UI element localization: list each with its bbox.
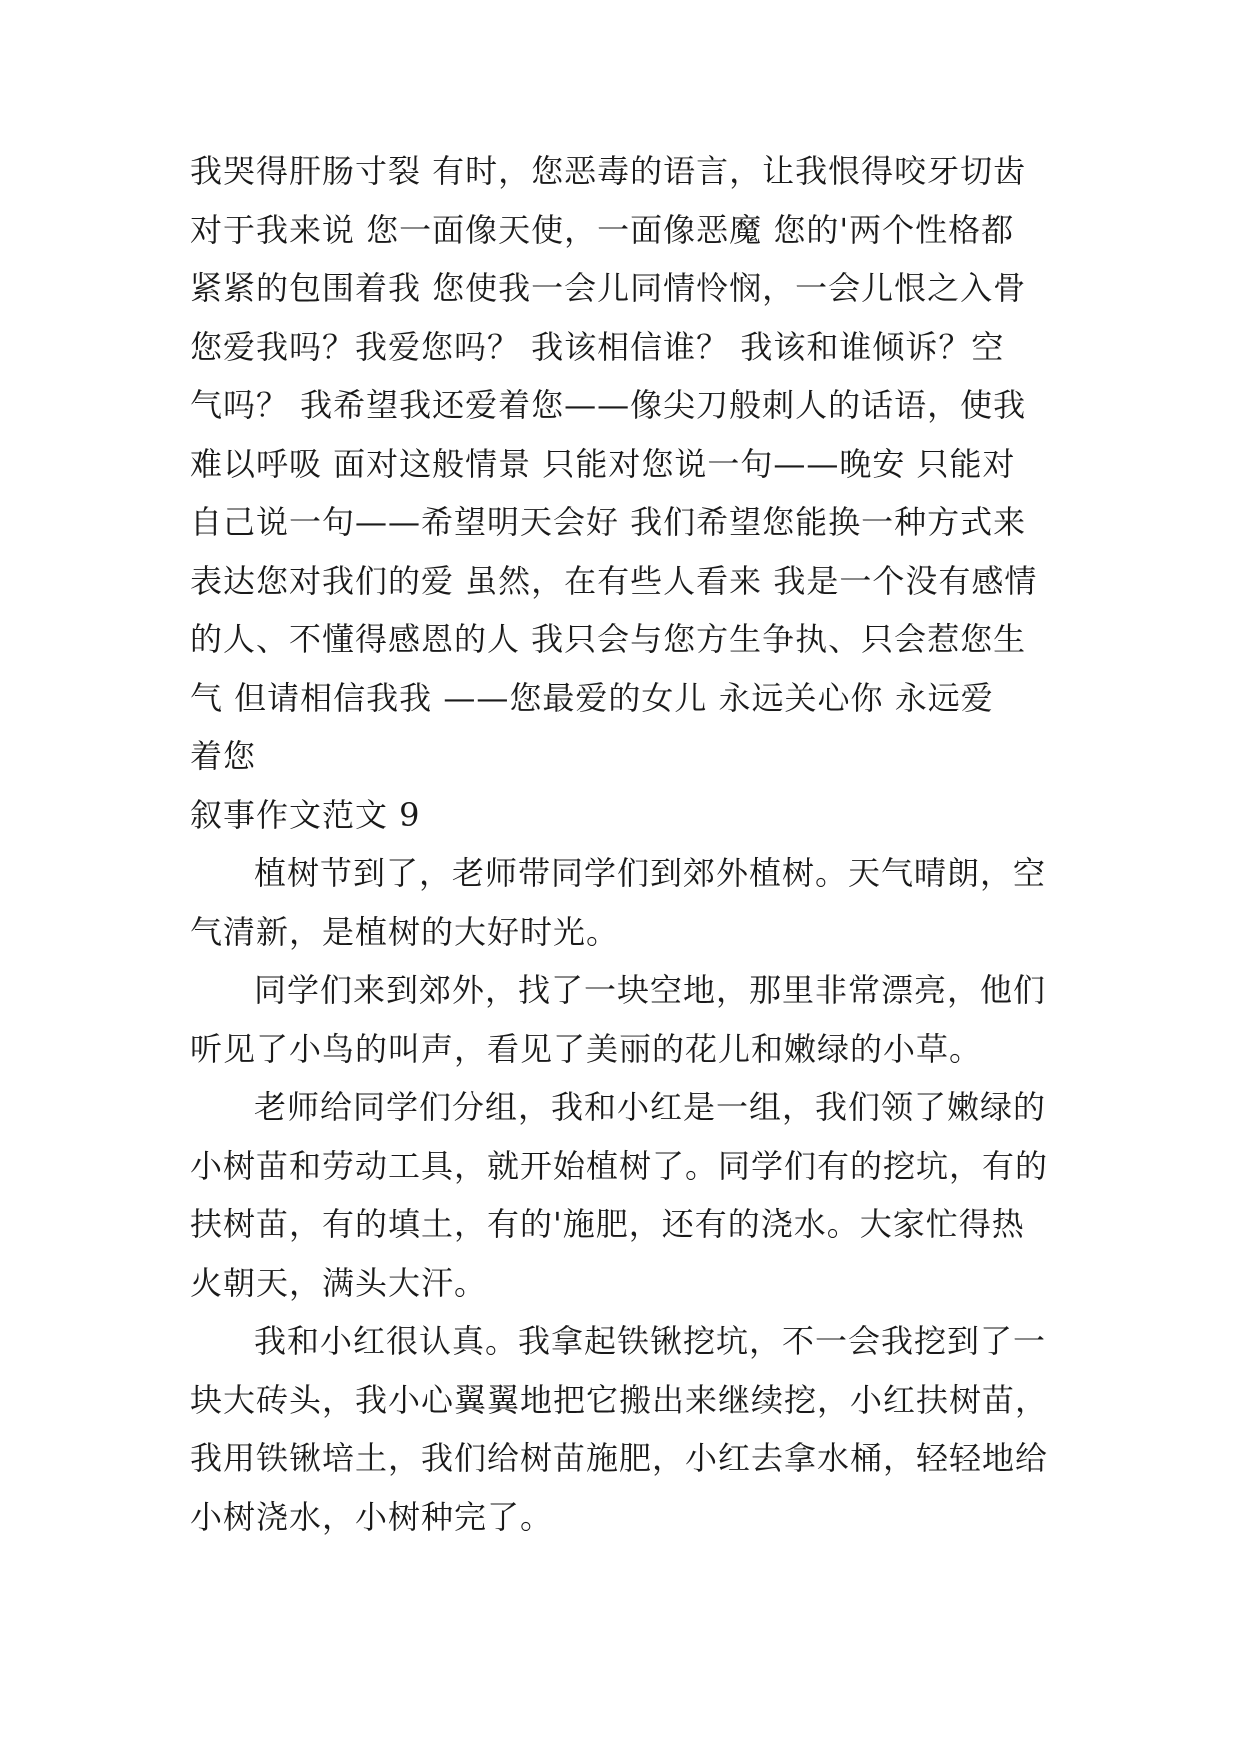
text-line: 对于我来说 您一面像天使，一面像恶魔 您的'两个性格都 — [190, 210, 1015, 249]
text-line: 我哭得肝肠寸裂 有时，您恶毒的语言，让我恨得咬牙切齿 — [190, 152, 1027, 190]
text-line: 气 但请相信我我 ——您最爱的女儿 永远关心你 永远爱 — [190, 678, 994, 717]
text-line: 老师给同学们分组，我和小红是一组，我们领了嫩绿的 — [254, 1088, 1047, 1126]
text-line: 火朝天，满头大汗。 — [190, 1263, 488, 1302]
text-line: 您爱我吗？我爱您吗？ 我该相信谁？ 我该和谁倾诉？空 — [190, 327, 1005, 366]
paragraph — [190, 961, 1058, 1078]
text-line: 难以呼吸 面对这般情景 只能对您说一句——晚安 只能对 — [190, 444, 1016, 483]
text-line: 小树苗和劳动工具，就开始植树了。同学们有的挖坑，有的 — [190, 1146, 1049, 1185]
letter-passage — [190, 142, 1058, 786]
text-line: 小树浇水，小树种完了。 — [190, 1497, 554, 1536]
text-line: 自己说一句——希望明天会好 我们希望您能换一种方式来 — [190, 503, 1027, 541]
section-heading: 叙事作文范文 9 — [190, 795, 421, 834]
text-line: 紧紧的包围着我 您使我一会儿同情怜悯，一会儿恨之入骨 — [190, 269, 1027, 307]
text-line: 着您 — [190, 737, 257, 775]
document-body — [190, 142, 1058, 1546]
text-line: 表达您对我们的爱 虽然，在有些人看来 我是一个没有感情 — [190, 561, 1038, 600]
text-line: 气清新，是植树的大好时光。 — [190, 912, 620, 951]
text-line: 的人、不懂得感恩的人 我只会与您方生争执、只会惹您生 — [190, 620, 1027, 658]
text-line: 块大砖头，我小心翼翼地把它搬出来继续挖，小红扶树苗， — [190, 1380, 1049, 1419]
paragraph — [190, 1078, 1058, 1312]
text-line: 植树节到了，老师带同学们到郊外植树。天气晴朗，空 — [254, 854, 1047, 892]
text-line: 气吗？ 我希望我还爱着您——像尖刀般刺人的话语，使我 — [190, 386, 1027, 424]
text-line: 同学们来到郊外，找了一块空地，那里非常漂亮，他们 — [254, 971, 1047, 1009]
text-line: 扶树苗，有的填土，有的'施肥，还有的浇水。大家忙得热 — [190, 1205, 1025, 1243]
paragraph — [190, 1312, 1058, 1546]
paragraph — [190, 844, 1058, 961]
text-line: 我用铁锹培土，我们给树苗施肥，小红去拿水桶，轻轻地给 — [190, 1439, 1049, 1477]
text-line: 我和小红很认真。我拿起铁锹挖坑，不一会我挖到了一 — [254, 1322, 1047, 1360]
text-line: 听见了小鸟的叫声，看见了美丽的花儿和嫩绿的小草。 — [190, 1029, 983, 1068]
